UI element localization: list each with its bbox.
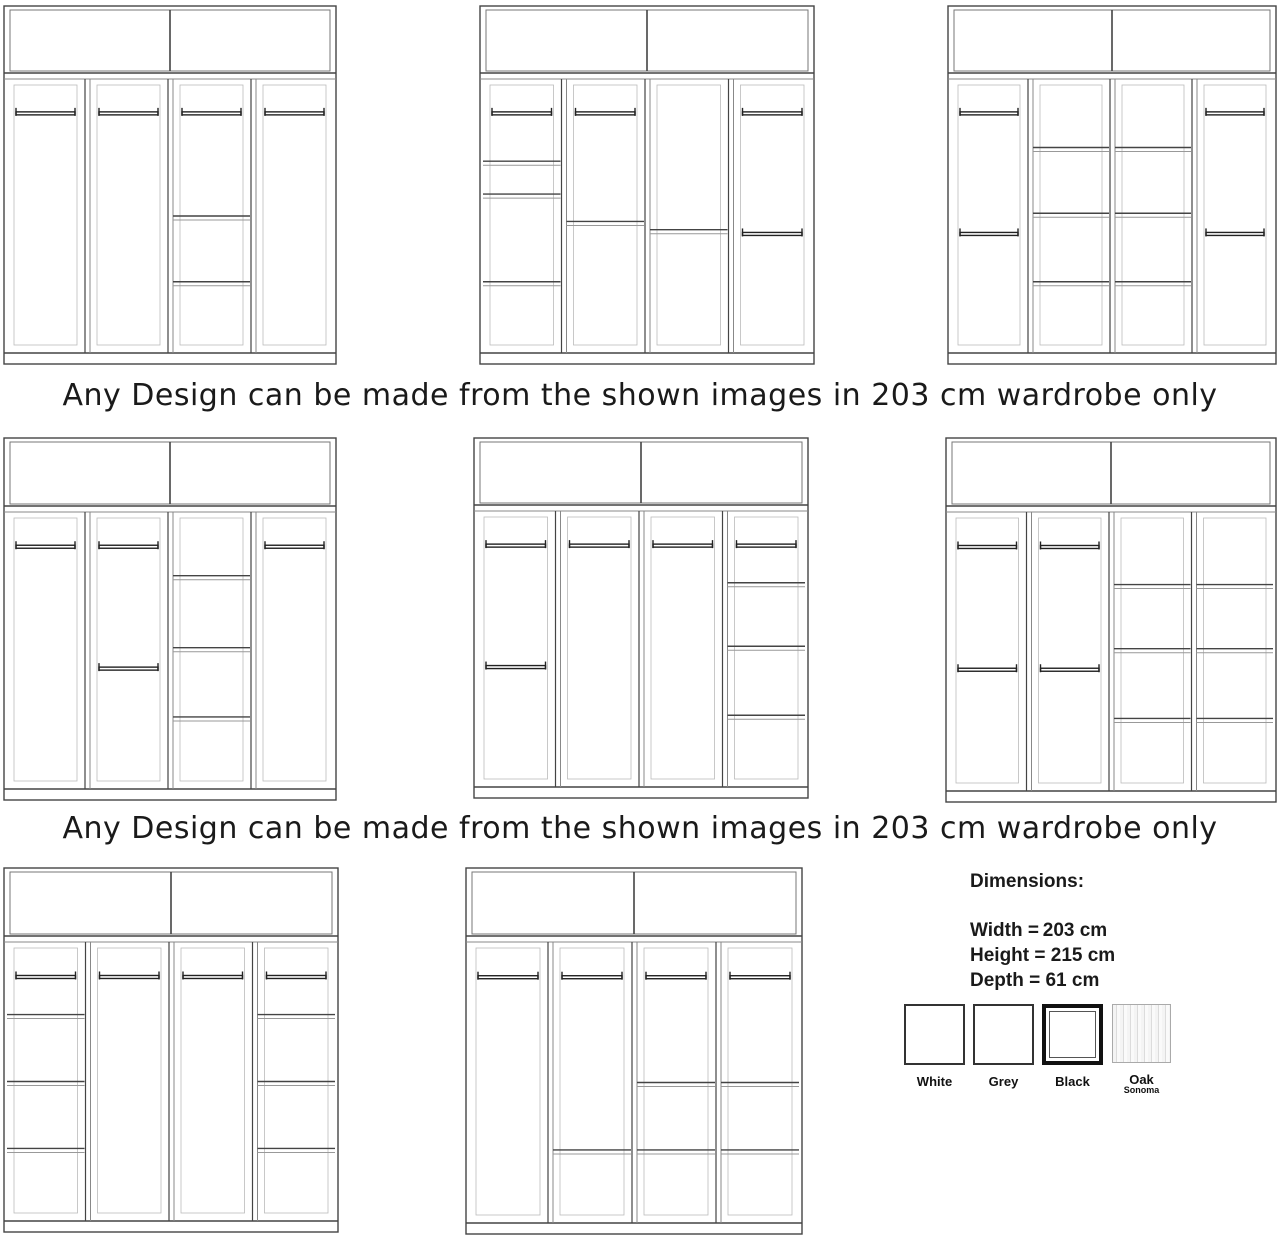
section-back-panel [180, 85, 243, 345]
hanging-rail [1041, 668, 1100, 671]
section-back-panel [1039, 518, 1102, 783]
hanging-rail [1206, 232, 1264, 235]
hanging-rail [478, 976, 538, 979]
hanging-rail [265, 112, 324, 115]
hanging-rail [1206, 112, 1264, 115]
section-back-panel [644, 948, 708, 1215]
wardrobe-drawing [2, 4, 338, 366]
section-back-panel [741, 85, 805, 345]
hanging-rail [960, 112, 1018, 115]
width-value: Width = 203 cm [970, 920, 1108, 941]
swatch-label: Oak [1129, 1072, 1154, 1087]
hanging-rail [646, 976, 706, 979]
section-back-panel [574, 85, 638, 345]
section-back-panel [263, 518, 326, 781]
swatch-sublabel: Sonoma [1123, 1085, 1160, 1095]
swatch-black-box [1042, 1004, 1103, 1065]
section-back-panel [263, 85, 326, 345]
hanging-rail [960, 232, 1018, 235]
hanging-rail [1041, 545, 1100, 548]
section-back-panel [735, 517, 799, 779]
wardrobe-layout-7 [2, 866, 340, 1234]
section-back-panel [1040, 85, 1102, 345]
hanging-rail [486, 544, 546, 547]
hanging-rail [562, 976, 622, 979]
section-back-panel [14, 518, 77, 781]
swatch-grey[interactable] [973, 1004, 1034, 1095]
hanging-rail [958, 545, 1017, 548]
height-value: Height = 215 cm [970, 945, 1116, 966]
hanging-rail [16, 112, 75, 115]
dimensions-panel [970, 869, 1115, 993]
swatch-label: White [916, 1074, 953, 1089]
hanging-rail [99, 667, 158, 670]
hanging-rail [267, 975, 327, 978]
hanging-rail [653, 544, 713, 547]
wardrobe-layout-1 [2, 4, 338, 366]
wardrobe-drawing [472, 436, 810, 800]
hanging-rail [183, 975, 243, 978]
swatch-label: Black [1055, 1074, 1090, 1089]
section-back-panel [651, 517, 715, 779]
wardrobe-layout-4 [2, 436, 338, 802]
wardrobe-layout-3 [946, 4, 1278, 366]
section-back-panel [560, 948, 624, 1215]
wardrobe-drawing [2, 866, 340, 1234]
wardrobe-drawing [944, 436, 1278, 804]
swatch-white-box [904, 1004, 965, 1065]
swatch-white[interactable] [904, 1004, 965, 1095]
hanging-rail [486, 666, 546, 669]
hanging-rail [99, 545, 158, 548]
wardrobe-layout-5 [472, 436, 810, 800]
hanging-rail [743, 112, 803, 115]
swatch-oak-box [1112, 1004, 1171, 1063]
section-back-panel [98, 948, 162, 1213]
hanging-rail [265, 545, 324, 548]
section-back-panel [1121, 518, 1184, 783]
section-back-panel [181, 948, 245, 1213]
section-back-panel [657, 85, 721, 345]
section-back-panel [476, 948, 540, 1215]
section-back-panel [1204, 85, 1266, 345]
hanging-rail [958, 668, 1017, 671]
hanging-rail [16, 545, 75, 548]
dimensions-title: Dimensions: [970, 871, 1085, 892]
section-back-panel [958, 85, 1020, 345]
section-back-panel [265, 948, 329, 1213]
swatch-grey-box [973, 1004, 1034, 1065]
section-back-panel [97, 85, 160, 345]
section-back-panel [97, 518, 160, 781]
swatch-black[interactable] [1042, 1004, 1103, 1095]
wardrobe-layout-6 [944, 436, 1278, 804]
hanging-rail [743, 232, 803, 235]
hanging-rail [99, 112, 158, 115]
hanging-rail [730, 976, 790, 979]
section-back-panel [728, 948, 792, 1215]
section-back-panel [568, 517, 632, 779]
swatch-label: Grey [988, 1074, 1019, 1089]
section-back-panel [484, 517, 548, 779]
hanging-rail [570, 544, 630, 547]
hanging-rail [737, 544, 797, 547]
wardrobe-drawing [464, 866, 804, 1236]
design-note-banner: Any Design can be made from the shown images in 203 cm wardrobe only [62, 378, 1218, 413]
hanging-rail [576, 112, 636, 115]
section-back-panel [1204, 518, 1267, 783]
section-back-panel [1122, 85, 1184, 345]
section-back-panel [490, 85, 554, 345]
wardrobe-drawing [946, 4, 1278, 366]
hanging-rail [100, 975, 160, 978]
hanging-rail [492, 112, 552, 115]
section-back-panel [956, 518, 1019, 783]
color-swatches [904, 1004, 1172, 1095]
design-note-banner: Any Design can be made from the shown images in 203 cm wardrobe only [62, 811, 1218, 846]
hanging-rail [182, 112, 241, 115]
section-back-panel [180, 518, 243, 781]
wardrobe-layout-8 [464, 866, 804, 1236]
hanging-rail [16, 975, 76, 978]
wardrobe-drawing [478, 4, 816, 366]
section-back-panel [14, 85, 77, 345]
section-back-panel [14, 948, 78, 1213]
wardrobe-layout-2 [478, 4, 816, 366]
swatch-oak-sonoma[interactable] [1111, 1004, 1172, 1095]
depth-value: Depth = 61 cm [970, 970, 1100, 991]
wardrobe-drawing [2, 436, 338, 802]
